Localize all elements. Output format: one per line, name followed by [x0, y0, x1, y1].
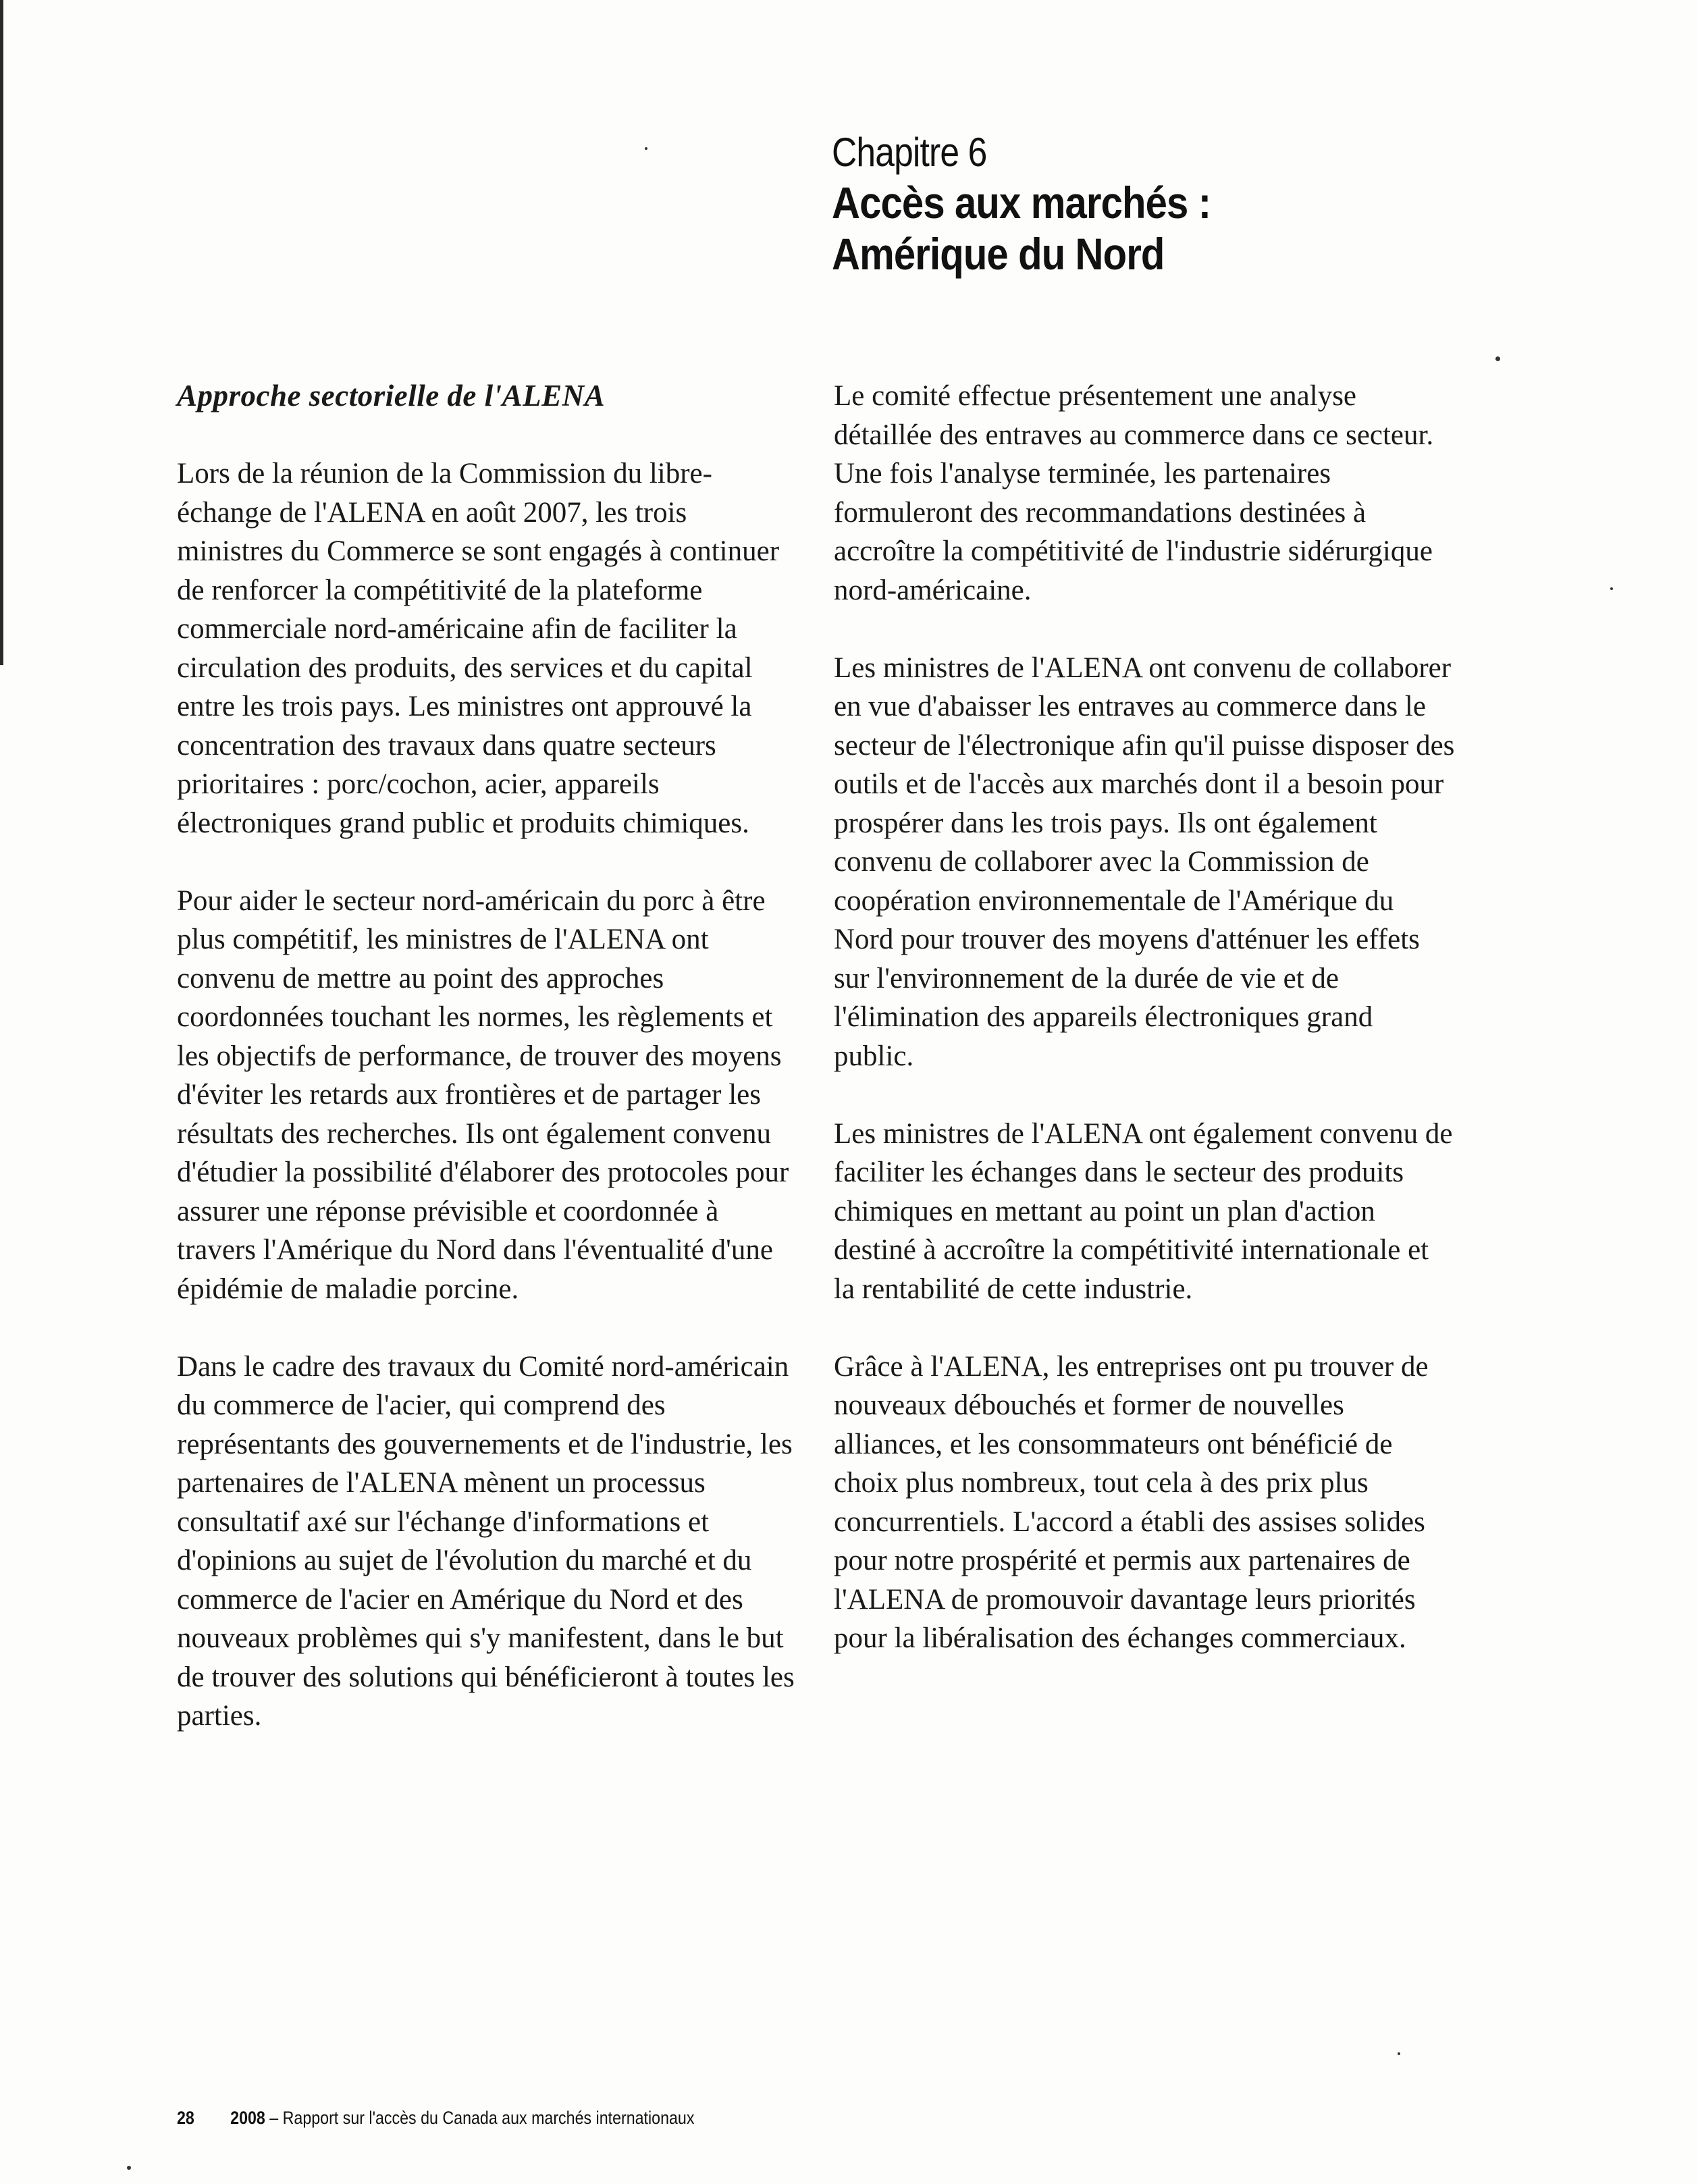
page-footer — [177, 2108, 694, 2129]
chapter-title-line-1: Accès aux marchés : — [832, 178, 1211, 228]
footer-title: – Rapport sur l'accès du Canada aux marchés internationaux — [265, 2108, 695, 2128]
paragraph: Dans le cadre des travaux du Comité nord-américain du commerce de l'acier, qui comprend des représentants des gouvernements et de l'industrie, les partenaires de l'ALENA mènent un processus consultatif axé sur l'échange d'informations et d'opinions au sujet de l'évolution du marché et du commerce de l'acier en Amérique du Nord et des nouveaux problèmes qui s'y manifestent, dans le but de trouver des solutions qui bénéficieront à toutes les parties. — [177, 1350, 795, 1732]
right-column — [834, 377, 1455, 1697]
scan-speck — [645, 147, 647, 150]
paragraph: Lors de la réunion de la Commission du libre-échange de l'ALENA en août 2007, les trois ministres du Commerce se sont engagés à continuer de renforcer la compétitivité de la plateforme commerciale nord-américaine afin de faciliter la circulation des produits, des services et du capital entre les trois pays. Les ministres ont approuvé la concentration des travaux dans quatre secteurs prioritaires : porc/cochon, acier, appareils électroniques grand public et produits chimiques. — [177, 458, 780, 839]
page-number: 28 — [177, 2108, 194, 2128]
paragraph: Les ministres de l'ALENA ont convenu de collaborer en vue d'abaisser les entraves au commerce dans le secteur de l'électronique afin qu'il puisse disposer des outils et de l'accès aux marchés dont il a besoin pour prospérer dans les trois pays. Ils ont également convenu de collaborer avec la Commission de coopération environnementale de l'Amérique du Nord pour trouver des moyens d'atténuer les effets sur l'environnement de la durée de vie et de l'élimination des appareils électroniques grand public. — [834, 651, 1455, 1072]
scan-speck — [127, 2166, 131, 2170]
chapter-title-line-2: Amérique du Nord — [832, 229, 1165, 279]
scan-speck — [1398, 2052, 1400, 2055]
footer-year: 2008 — [230, 2108, 265, 2128]
left-column — [177, 377, 798, 1774]
scan-edge-mark — [0, 0, 3, 665]
scan-speck — [1495, 356, 1500, 361]
paragraph: Le comité effectue présentement une analyse détaillée des entraves au commerce dans ce secteur. Une fois l'analyse terminée, les partenaires formuleront des recommandations destinées à accroître la compétitivité de l'industrie sidérurgique nord-américaine. — [834, 380, 1434, 606]
chapter-label: Chapitre 6 — [832, 130, 987, 175]
paragraph: Les ministres de l'ALENA ont également convenu de faciliter les échanges dans le secteur des produits chimiques en mettant au point un plan d'action destiné à accroître la compétitivité internationale et la rentabilité de cette industrie. — [834, 1117, 1453, 1305]
scan-speck — [1610, 587, 1613, 590]
chapter-header — [832, 128, 1574, 279]
section-heading: Approche sectorielle de l'ALENA — [177, 379, 606, 412]
paragraph: Pour aider le secteur nord-américain du porc à être plus compétitif, les ministres de l'ALENA ont convenu de mettre au point des approches coordonnées touchant les normes, les règlements et les objectifs de performance, de trouver des moyens d'éviter les retards aux frontières et de partager les résultats des recherches. Ils ont également convenu d'étudier la possibilité d'élaborer des protocoles pour assurer une réponse prévisible et coordonnée à travers l'Amérique du Nord dans l'éventualité d'une épidémie de maladie porcine. — [177, 884, 789, 1305]
paragraph: Grâce à l'ALENA, les entreprises ont pu trouver de nouveaux débouchés et former de nouvelles alliances, et les consommateurs ont bénéficié de choix plus nombreux, tout cela à des prix plus concurrentiels. L'accord a établi des assises solides pour notre prospérité et permis aux partenaires de l'ALENA de promouvoir davantage leurs priorités pour la libéralisation des échanges commerciaux. — [834, 1350, 1429, 1654]
